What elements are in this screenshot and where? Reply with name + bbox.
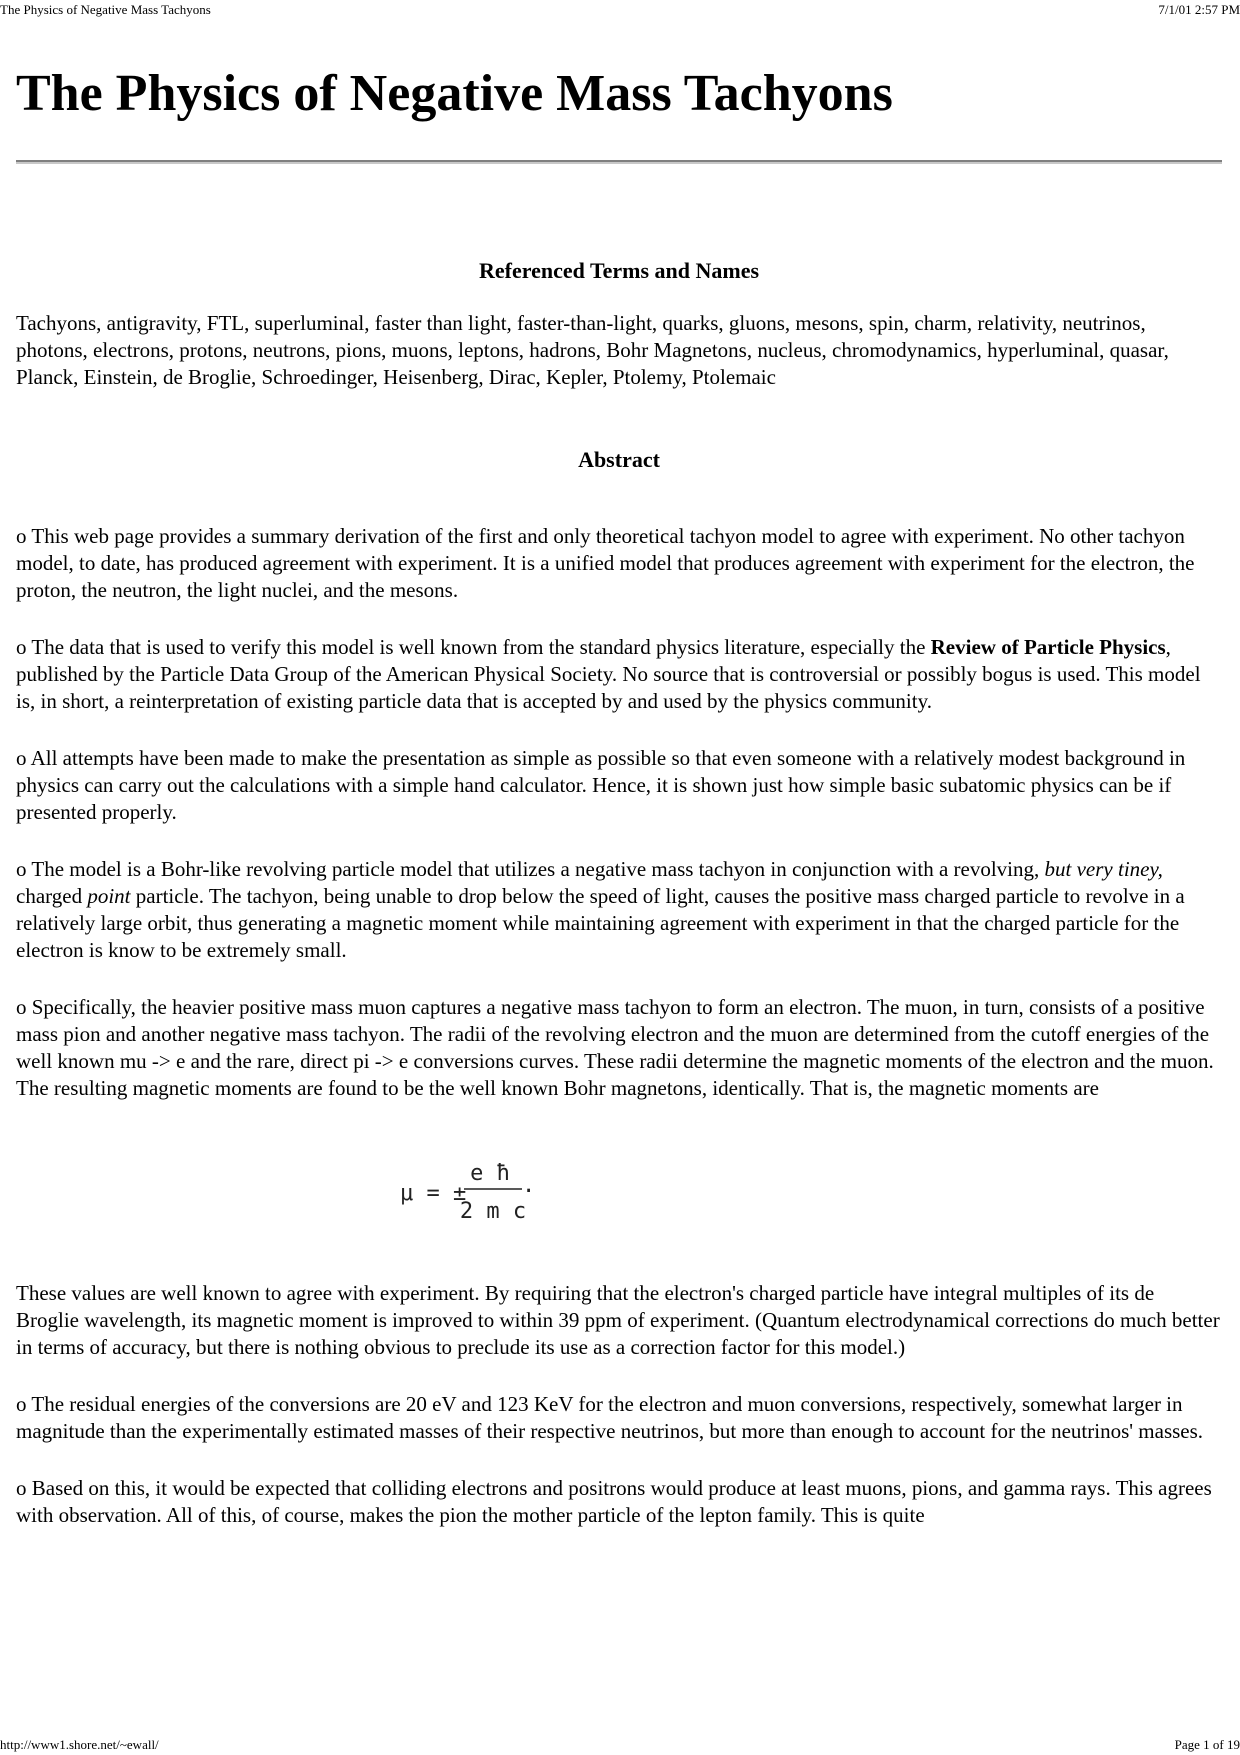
review-of-particle-physics: Review of Particle Physics: [930, 635, 1166, 659]
terms-heading: Referenced Terms and Names: [478, 258, 760, 283]
paragraph-text: , published by the Particle Data Group of the American Physical Society. No source that is controversial or possibly bogus is used. This model is, in short, a reinterpretation of existing particle data that is accepted by and used by the physics community.: [16, 635, 1201, 713]
terms-list: Tachyons, antigravity, FTL, superluminal, faster than light, faster-than-light, quarks, gluons, mesons, spin, charm, relativity, neutrinos, photons, electrons, protons, neutrons, pions, muons, leptons, hadrons, Bohr Magnetons, nucleus, chromodynamics, hyperluminal, quasar, Planck, Einstein, de Broglie, Schroedinger, Heisenberg, Dirac, Kepler, Ptolemy, Ptolemaic: [16, 311, 1169, 389]
print-header-datetime: 7/1/01 2:57 PM: [1158, 2, 1240, 17]
main-content: [16, 256, 1222, 1559]
emphasis-text: but very tiney,: [1044, 857, 1163, 881]
emphasis-text: point: [87, 884, 131, 908]
abstract-paragraph-2: [16, 634, 1222, 715]
abstract-paragraph-4: [16, 856, 1222, 964]
print-header: [0, 2, 1240, 18]
equation-denominator: 2 m c: [459, 1199, 527, 1224]
abstract-heading: Abstract: [578, 447, 660, 472]
abstract-paragraph-5: o Specifically, the heavier positive mass muon captures a negative mass tachyon to form an electron. The muon, in turn, consists of a positive mass pion and another negative mass tachyon. The radii of the revolving electron and the muon are determined from the cutoff energies of the well known mu -> e and the rare, direct pi -> e conversions curves. These radii determine the magnetic moments of the electron and the muon. The resulting magnetic moments are found to be the well known Bohr magnetons, identically. That is, the magnetic moments are: [16, 995, 1214, 1100]
print-footer-page: Page 1 of 19: [1174, 1737, 1240, 1752]
equation-numerator: e ħ: [470, 1161, 510, 1186]
abstract-paragraph-3: o All attempts have been made to make the presentation as simple as possible so that even someone with a relatively modest background in physics can carry out the calculations with a simple hand calculator. Hence, it is shown just how simple basic subatomic physics can be if presented properly.: [16, 746, 1186, 824]
print-footer: [0, 1737, 1240, 1753]
equation-graphic: [400, 1138, 580, 1238]
page-title: The Physics of Negative Mass Tachyons: [16, 65, 893, 122]
paragraph-text: o The model is a Bohr-like revolving particle model that utilizes a negative mass tachyon in conjunction with a revolving,: [16, 857, 1045, 881]
print-footer-url[interactable]: http://www1.shore.net/~ewall/: [0, 1737, 159, 1752]
title-divider: [16, 160, 1222, 164]
print-header-title: The Physics of Negative Mass Tachyons: [0, 2, 211, 17]
bohr-magneton-equation: [16, 1138, 1222, 1254]
abstract-paragraph-7: o The residual energies of the conversions are 20 eV and 123 KeV for the electron and muon conversions, respectively, somewhat larger in magnitude than the experimentally estimated masses of their respective neutrinos, but more than enough to account for the neutrinos' masses.: [16, 1392, 1204, 1443]
abstract-paragraph-6: These values are well known to agree with experiment. By requiring that the electron's charged particle have integral multiples of its de Broglie wavelength, its magnetic moment is improved to within 39 ppm of experiment. (Quantum electrodynamical corrections do much better in terms of accuracy, but there is nothing obvious to preclude its use as a correction factor for this model.): [16, 1281, 1220, 1359]
equation-period: .: [522, 1173, 536, 1198]
paragraph-text: o The data that is used to verify this model is well known from the standard physics literature, especially the: [16, 635, 931, 659]
abstract-paragraph-1: o This web page provides a summary derivation of the first and only theoretical tachyon model to agree with experiment. No other tachyon model, to date, has produced agreement with experiment. It is a unified model that produces agreement with experiment for the electron, the proton, the neutron, the light nuclei, and the mesons.: [16, 524, 1195, 602]
paragraph-text: particle. The tachyon, being unable to drop below the speed of light, causes the positive mass charged particle to revolve in a relatively large orbit, thus generating a magnetic moment while maintaining agreement with experiment in that the charged particle for the electron is know to be extremely small.: [16, 884, 1185, 962]
abstract-paragraph-8: o Based on this, it would be expected that colliding electrons and positrons would produce at least muons, pions, and gamma rays. This agrees with observation. All of this, of course, makes the pion the mother particle of the lepton family. This is quite: [16, 1476, 1212, 1527]
paragraph-text: charged: [16, 884, 88, 908]
equation-lhs: μ = ±: [400, 1181, 467, 1206]
